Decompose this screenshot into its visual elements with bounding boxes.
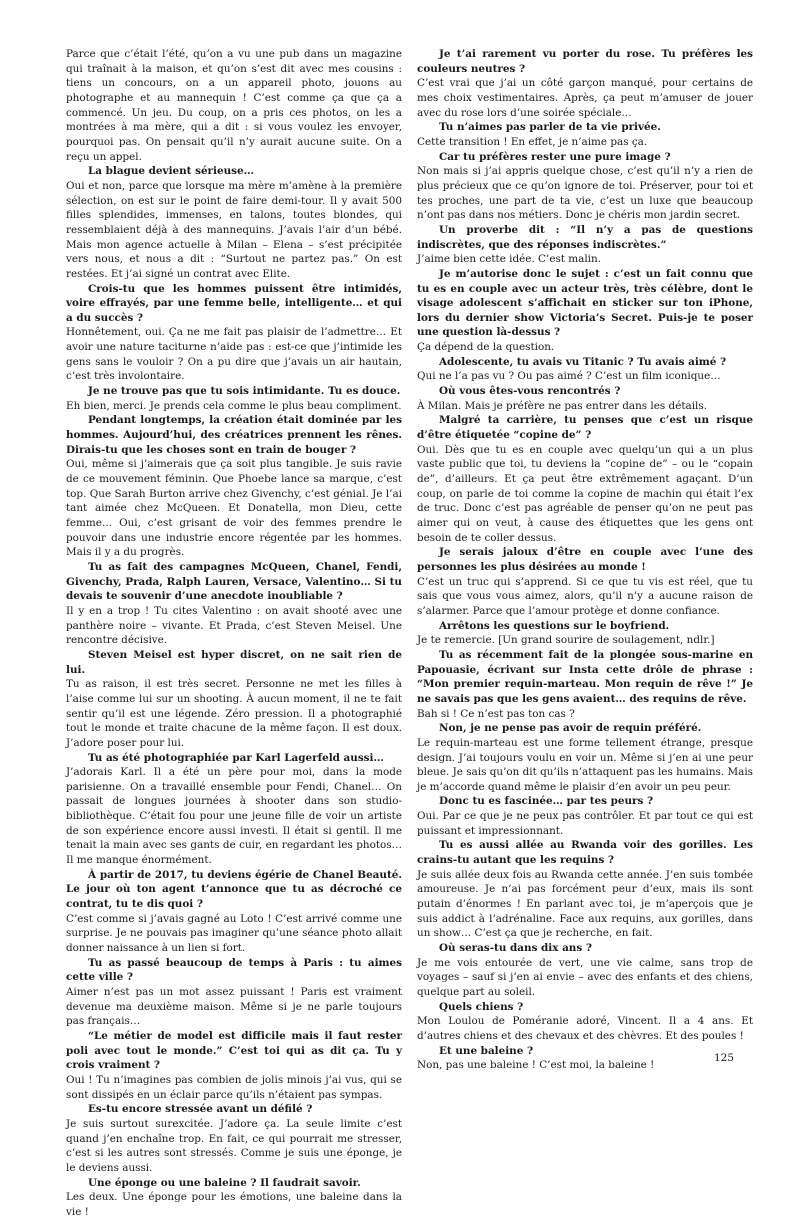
question-paragraph: Tu es aussi allée au Rwanda voir des gorilles. Les crains-tu autant que les requins ? [417,839,753,867]
left-column [66,47,402,1220]
answer-paragraph: Qui ne l’a pas vu ? Ou pas aimé ? C’est un film iconique… [417,370,721,383]
answer-paragraph: Bah si ! Ce n’est pas ton cas ? [417,707,575,720]
answer-paragraph: Non mais si j’ai appris quelque chose, c’est qu’il n’y a rien de plus précieux que ce qu’on ignore de toi. Préserver, pour toi et tes proches, une part de ta vie, c’est un luxe que beaucoup n’ont pas dans nos métiers. Donc je chéris mon jardin secret. [417,165,753,222]
answer-paragraph: Oui et non, parce que lorsque ma mère m’amène à la première sélection, on est sur le point de faire demi-tour. Il y avait 500 filles splendides, immenses, en talons, toutes blondes, qui ressemblaient déjà à des mannequins. J’avais l’air d’un bébé. Mais mon agence actuelle à Milan – Elena – s’est précipitée vers nous, et nous a dit : “Surtout ne partez pas.” On est restées. Et j’ai signé un contrat avec Elite. [66,179,402,280]
answer-paragraph: Honnêtement, oui. Ça ne me fait pas plaisir de l’admettre… Et avoir une nature taciturne n’aide pas : est-ce que j’intimide les gens sans le vouloir ? On a pu dire que j’avais un air hautain, c’est très involontaire. [66,326,402,383]
answer-paragraph: Aimer n’est pas un mot assez puissant ! Paris est vraiment devenue ma deuxième maison. Même si je ne parle toujours pas français… [66,986,402,1028]
question-paragraph: Quels chiens ? [439,1000,524,1013]
question-paragraph: Une éponge ou une baleine ? Il faudrait savoir. [88,1176,361,1189]
answer-paragraph: Mon Loulou de Poméranie adoré, Vincent. Il a 4 ans. Et d’autres chiens et des chevaux et des chèvres. Et des poules ! [417,1015,753,1042]
question-paragraph: Tu as fait des campagnes McQueen, Chanel, Fendi, Givenchy, Prada, Ralph Lauren, Versace, Valentino… Si tu devais te souvenir d’une anecdote inoubliable ? [66,560,402,603]
answer-paragraph: Tu as raison, il est très secret. Personne ne met les filles à l’aise comme lui sur un shooting. À aucun moment, il ne te fait sentir qu’il est une légende. Zéro pression. Il a photographié tout le monde et traite chacune de la même façon. Il est doux. J’adore poser pour lui. [66,678,402,749]
question-paragraph: Adolescente, tu avais vu Titanic ? Tu avais aimé ? [439,355,727,368]
question-paragraph: Pendant longtemps, la création était dominée par les hommes. Aujourd’hui, des créatrices prennent les rênes. Dirais-tu que les choses sont en train de bouger ? [66,414,402,456]
answer-paragraph: Oui. Dès que tu es en couple avec quelqu’un qui a un plus vaste public que toi, tu deviens la “copine de” – ou le “copain de”, d’ailleurs. Et ça peut être extrêmement agaçant. D’un coup, on parle de toi comme la copine de machin qui était l’ex de truc. Donc c’est pas agréable de penser qu’on ne peut pas aimer qui on veut, à cause des étiquettes que les gens ont besoin de te coller dessus. [417,443,753,544]
answer-paragraph: J’adorais Karl. Il a été un père pour moi, dans la mode parisienne. On a travaillé ensemble pour Fendi, Chanel… On passait de longues journées à shooter dans son studio-bibliothèque. C’était fou pour une jeune fille de voir un artiste de son expérience encore aussi investi. Il était si gentil. Il me tenait la main avec ses gants de cuir, en regardant les photos… Il me manque énormément. [66,766,402,867]
answer-paragraph: Ça dépend de la question. [417,341,555,354]
question-paragraph: Donc tu es fascinée… par tes peurs ? [439,795,654,808]
question-paragraph: Je t’ai rarement vu porter du rose. Tu préfères les couleurs neutres ? [417,48,753,75]
question-paragraph: Où seras-tu dans dix ans ? [439,942,592,955]
question-paragraph: Un proverbe dit : “Il n’y a pas de questions indiscrètes, que des réponses indiscrètes.” [417,223,753,251]
right-column [417,47,753,1073]
question-paragraph: “Le métier de model est difficile mais il faut rester poli avec tout le monde.” C’est toi qui as dit ça. Tu y crois vraiment ? [66,1029,402,1072]
answer-paragraph: Je suis allée deux fois au Rwanda cette année. J’en suis tombée amoureuse. Je n’ai pas forcément peur d’eux, mais ils sont putain d’énormes ! En parlant avec toi, je m’aperçois que je suis addict à l’adrénaline. Face aux requins, aux gorilles, dans un show… C’est ça que je recherche, en fait. [417,868,753,940]
answer-paragraph: Il y en a trop ! Tu cites Valentino : on avait shooté avec une panthère noire – vivante. Et Prada, c’est Steven Meisel. Une rencontre décisive. [66,604,402,647]
answer-paragraph: Cette transition ! En effet, je n’aime pas ça. [417,135,648,148]
answer-paragraph: Les deux. Une éponge pour les émotions, une baleine dans la vie ! [66,1191,402,1218]
answer-paragraph: Oui, même si j’aimerais que ça soit plus tangible. Je suis ravie de ce mouvement féminin. Que Phoebe lance sa marque, c’est top. Que Sarah Burton arrive chez Givenchy, c’est génial. Je l’ai tant aimée chez McQueen. Et Donatella, mon Dieu, cette femme… Oui, c’est grisant de voir des femmes prendre le pouvoir dans une industrie encore régentée par les hommes. Mais il y a du progrès. [66,458,402,559]
question-paragraph: Je ne trouve pas que tu sois intimidante. Tu es douce. [88,385,401,398]
question-paragraph: Tu n’aimes pas parler de ta vie privée. [439,121,661,134]
question-paragraph: Je serais jaloux d’être en couple avec l’une des personnes les plus désirées au monde ! [417,546,753,573]
answer-paragraph: Je me vois entourée de vert, une vie calme, sans trop de voyages – sauf si j’en ai envie – avec des enfants et des chiens, quelque part au soleil. [417,956,753,998]
question-paragraph: Tu as récemment fait de la plongée sous-marine en Papouasie, écrivant sur Insta cette drôle de phrase : “Mon premier requin-marteau. Mon requin de rêve !” Je ne savais pas que les gens avaient… des requins de rêve. [417,648,753,705]
question-paragraph: Non, je ne pense pas avoir de requin préféré. [439,722,702,735]
answer-paragraph: Parce que c’était l’été, qu’on a vu une pub dans un magazine qui traînait à la maison, et qu’on s’est dit avec mes cousins : tiens un concours, on a un appareil photo, jouons au photographe et au mannequin ! C’est comme ça que ça a commencé. Un jeu. Du coup, on a pris ces photos, on les a montrées à ma mère, qui a dit : si vous voulez les envoyer, pourquoi pas. On pensait qu’il n’y aurait aucune suite. On a reçu un appel. [66,48,402,163]
answer-paragraph: Non, pas une baleine ! C’est moi, la baleine ! [417,1059,655,1072]
question-paragraph: Arrêtons les questions sur le boyfriend. [439,619,670,632]
answer-paragraph: J’aime bien cette idée. C’est malin. [417,253,601,266]
answer-paragraph: À Milan. Mais je préfère ne pas entrer dans les détails. [417,399,707,412]
question-paragraph: Es-tu encore stressée avant un défilé ? [88,1103,313,1116]
question-paragraph: Crois-tu que les hommes puissent être intimidés, voire effrayés, par une femme belle, intelligente… et qui a du succès ? [66,282,402,324]
question-paragraph: Car tu préfères rester une pure image ? [439,150,671,163]
question-paragraph: Tu as passé beaucoup de temps à Paris : tu aimes cette ville ? [66,956,402,984]
answer-paragraph: Le requin-marteau est une forme tellement étrange, presque design. J’ai toujours voulu en voir un. Même si j’en ai une peur bleue. Je sais qu’on dit qu’ils n’attaquent pas les humains. Mais je m’accorde quand même le plaisir d’en avoir un peu peur. [417,736,753,793]
question-paragraph: Je m’autorise donc le sujet : c’est un fait connu que tu es en couple avec un acteur très, très célèbre, dont le visage adolescent s’affichait en sticker sur ton iPhone, lors du dernier show Victoria’s Secret. Puis-je te poser une question là-dessus ? [417,267,753,339]
question-paragraph: À partir de 2017, tu deviens égérie de Chanel Beauté. Le jour où ton agent t’annonce que tu as décroché ce contrat, tu te dis quoi ? [66,868,402,911]
answer-paragraph: Je suis surtout surexcitée. J’adore ça. La seule limite c’est quand j’en enchaîne trop. En fait, ce qui pourrait me stresser, c’est si les autres sont stressés. Comme je suis une éponge, je le deviens aussi. [66,1117,402,1174]
page-number: 125 [713,1052,734,1064]
answer-paragraph: Eh bien, merci. Je prends cela comme le plus beau compliment. [66,399,402,412]
question-paragraph: Où vous êtes-vous rencontrés ? [439,385,621,398]
question-paragraph: Et une baleine ? [439,1044,534,1057]
answer-paragraph: C’est comme si j’avais gagné au Loto ! C’est arrivé comme une surprise. Je ne pouvais pas imaginer qu’une séance photo allait donner naissance à un lien si fort. [66,912,402,955]
answer-paragraph: Oui. Par ce que je ne peux pas contrôler. Et par tout ce qui est puissant et impressionnant. [417,810,753,837]
question-paragraph: La blague devient sérieuse… [88,165,254,178]
answer-paragraph: C’est vrai que j’ai un côté garçon manqué, pour certains de mes choix vestimentaires. Après, ça peut m’amuser de jouer avec du rose lors d’une soirée spéciale… [417,77,753,119]
question-paragraph: Steven Meisel est hyper discret, on ne sait rien de lui. [66,648,402,676]
question-paragraph: Tu as été photographiée par Karl Lagerfeld aussi… [88,751,384,764]
question-paragraph: Malgré ta carrière, tu penses que c’est un risque d’être étiquetée “copine de” ? [417,414,753,442]
answer-paragraph: Oui ! Tu n’imagines pas combien de jolis minois j’ai vus, qui se sont dissipés en un éclair parce qu’ils n’étaient pas sympas. [66,1073,402,1101]
answer-paragraph: Je te remercie. [Un grand sourire de soulagement, ndlr.] [417,634,715,647]
answer-paragraph: C’est un truc qui s’apprend. Si ce que tu vis est réel, que tu sais que vous vous aimez, alors, qu’il n’y a aucune raison de s’alarmer. Parce que l’amour protège et donne confiance. [417,575,753,617]
